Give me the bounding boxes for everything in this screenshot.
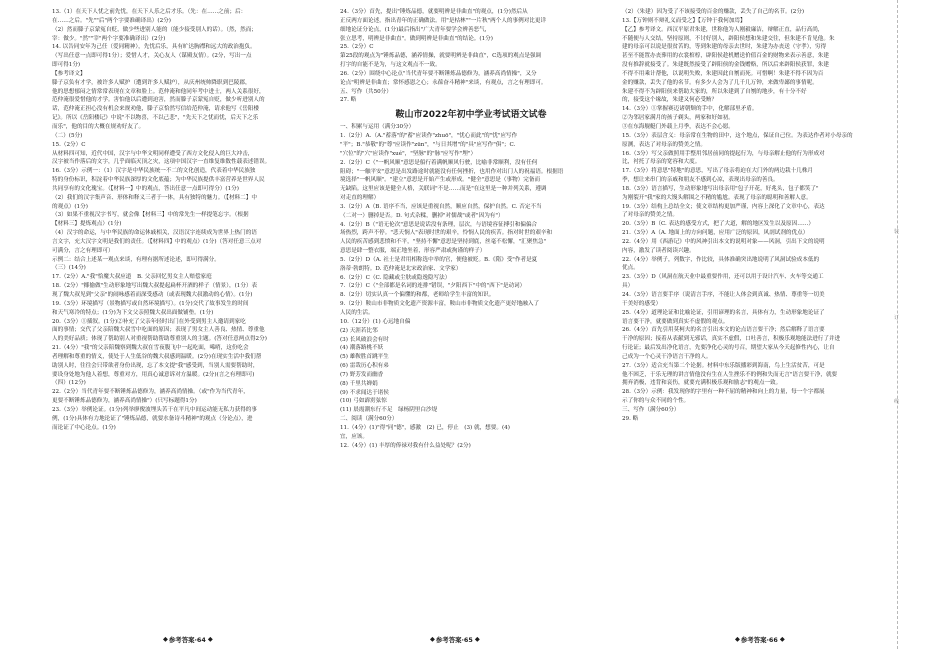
text-line: (5) 雄鞍胜首跳平生 <box>340 354 389 361</box>
text-line: 场热烈，跨声不停。"悲天悯人"表现时世的艰辛，怜悯人民的疾苦。指对时世的艰辛和 <box>340 230 553 237</box>
text-line: 21.（3分）A（A. 地面上的方向问题，应用广泛的原因，风剖试剂的优点） <box>622 230 809 237</box>
text-line: 特的身份标识，积淀着中华民族深厚的文化底蕴；为中华民族提供丰富营养是世界人民 <box>52 177 265 184</box>
text-line: 行论证；最后发出净化语言，先要净化心灵的号召，期望大家从今天起修性内心，让自 <box>622 345 835 352</box>
text-line: (9) 不求闻达于诸侯 <box>340 389 389 396</box>
binding-mark: 订 <box>894 315 900 321</box>
exam-title: 鞍山市2022年初中学业考试语文试卷 <box>395 110 547 121</box>
text-line: 25.（2分）C <box>340 44 374 51</box>
text-line: 20.（3分）B（C. 表达的感受方式，把了大道，解的地区发生以及原因……） <box>622 221 815 228</box>
text-line: 26.（4分）首先引用莫柯夫的名言引出本文的论点语言要干净；然后解释了语言要 <box>622 327 825 334</box>
page-66 <box>622 0 950 649</box>
text-line: 在……之后。"先""后"两个字要准确译出）(2分) <box>52 17 171 24</box>
page-64 <box>0 0 316 649</box>
text-line: 的观点）(1分) <box>52 203 88 210</box>
text-line: 13.【万钟则不辩礼义而受之】【万钟于我何加焉】 <box>622 17 746 24</box>
text-line: 要设身处地为他人着想，尊重对方，用真心诚意诉对方温暖。(2分)(言之有理即可) <box>52 371 255 378</box>
text-line: 不随便与人交结，坚持原则，不讨好别人，辟阳侯想和朱建交往，但朱建不肯见他。朱 <box>622 35 835 42</box>
text-line: 12.（4分）(1) 丰厚的俸禄对我有什么益处呢？(2分) <box>340 442 471 449</box>
text-line: 论点"明辨是非曲直；常怀感恩之心；永葆奋斗精神"来谈，有观点，言之有理即可。 <box>340 79 547 86</box>
text-line: 三、写作（满分60分） <box>622 406 680 413</box>
page-footer-66: ◆ 参考答案·66 ◆ <box>735 635 784 644</box>
text-line: 朱建不得不为辟阳侯来帮助大家的，所以朱建到了自刎的地步，有十分不好 <box>622 88 807 95</box>
text-line: 18.（2分）"揶揄做"生动形象地写出魏大叔提起扁杯开酒的样子（情景），(1分）表 <box>52 283 258 290</box>
text-line: 建的母亲可以说是很贫苦的，等到朱建的母亲去世时，朱建为办丧送（守孝），穷得 <box>622 44 827 51</box>
text-line: 29. 略 <box>622 415 639 422</box>
text-line: 干美好的感受） <box>622 300 662 307</box>
text-line: 8.（2分）切实认真一个偏懂的和都，老师给学生丰富的知识。 <box>340 292 495 299</box>
text-line: 23.（3分）D（风洞在航天业中最重要作用，还可以用于设计汽车、火车等交通工 <box>622 274 824 281</box>
text-line: （三）(14分) <box>52 265 86 272</box>
page-footer-65: ◆ 参考答案·65 ◆ <box>430 635 479 644</box>
text-line: 者理解和尊重的情义，使处于人生低谷的魏大叔感到温暖。(2分)在现实生活中我们帮 <box>52 353 262 360</box>
text-line: (3) 长风破浪会有时 <box>340 336 389 343</box>
text-line: 细地论证分论点，(1分)最后指出"广大青年要学会辨善恶气， <box>340 26 491 33</box>
text-line: 为刚裂开"我"家的大馒头解围之不精的尴尬。表现了母亲的聪明和善解人意。 <box>622 194 812 201</box>
text-line: 6.（2分）C（C. 隐藏或尘肤或隐逸隐写法） <box>340 274 451 281</box>
column-page-64 <box>52 8 307 618</box>
text-line: 24.（3分）语言要手序（说清言手序，不能让人体会到真诚、热情、尊重等一切美 <box>622 292 825 298</box>
binding-mark: 线 <box>894 399 900 405</box>
text-line: 境选择"一帆风顺"。"建立"意思是开始产生或形成。"健全"意思是（事物）完备而 <box>340 177 541 184</box>
text-line: 2.（2分）C（"一帆风顺"意思是船行着满帆顺风行驶，比喻非常顺利，没有任何 <box>340 159 538 166</box>
text-line: 15.（2分）C <box>52 141 86 148</box>
text-line: (11) 晨霞潮东行不足 绿杨阴里白沙堤 <box>340 407 438 414</box>
text-line: （写出任意一点即可得1分）；爱惜人才，关心友人（谋殿友情）。(2分，写出一点 <box>52 53 252 60</box>
text-line: 示例二：结合上述某一观点来谈，有理有据所述论述，即可得满分。 <box>52 256 220 263</box>
column-page-65 <box>340 8 602 618</box>
text-line: 14.（3分）①掌握赛迈诸朝颓的手中，化解部里矛盾。 <box>622 106 758 113</box>
text-line: 13.（1）在天下人忧之前先忧，在天下人乐之后才乐。（先：在……之前；后： <box>52 9 247 15</box>
text-line: 23.（3分）举例论证。(1分)列举廖俊波埋头苦干在平凡中间运动能无私力获得的事 <box>52 406 257 413</box>
text-line: （2）然而滕子京蒙冤自贬，做少些进别人能的（能少接受别人的话）。（然，然而； <box>52 26 257 33</box>
text-line: 正反两方面论述，指出青年的正确做法。用"是枯林""一片秋"两个人的事例对比更详 <box>340 17 547 24</box>
text-line: （二对一）删掉是否。D. 句式杂糅，删掉"对儒战"或者"因为有"） <box>340 212 504 219</box>
text-line: 【参考译文】 <box>52 70 86 77</box>
text-line: 无缺陷。这里应该是健全人格，关联词"不是……而是"在这里是一种并列关系，遵调 <box>340 186 547 193</box>
text-line: 内容，激发了读者阅读兴趣。 <box>622 247 695 254</box>
text-line: 助别人时，往往会只带欲者身份出现，忘了本文提"我"感受到，当别人需要帮助时， <box>52 362 259 369</box>
text-line: (8) 千里共婵娟 <box>340 380 378 387</box>
text-line: 比，衬托了母亲的宽容和大度。 <box>622 159 701 166</box>
text-line: 张立思考，明辨是非曲直"。做到明辨是非曲直"的结论。(1分) <box>340 35 493 42</box>
text-line: 他的思想郁闷之情常常表现在文章和脸上。范仲淹和他同年考中进士，两人关系很好， <box>52 88 265 95</box>
text-line: 己成为一个心灵干净语言干净的人。 <box>622 353 712 360</box>
text-line: 19.（3分）环境描写（景物描写或自然环境描写）。(1分)交代了故事发生的时间 <box>52 300 249 307</box>
text-line: 5.（2分）D（A. 社士是君用相称选中举的官，便他被贬。B.《隋》受"作者是夏 <box>340 256 538 263</box>
text-line: 3.（2分）A（B. 语序不当，应该是重视自然，顺应自然，保护自然。C. 否定不当 <box>340 203 542 210</box>
text-line: 即可得1分) <box>52 62 81 69</box>
text-line: 洛蒂·勃朗特。D. 范仲淹是北宋政治家、文学家） <box>340 265 462 272</box>
text-line: 他不困乏，于乐无理的讲言情他没有生在人生挫乐不的例和失而无言"语言要干净，就要 <box>622 371 838 378</box>
text-line: 14. 以告同安年为己任（爱同精神），先忧后乐，具有旷达胸襟和远大的政治抱负。 <box>52 44 256 51</box>
text-line: "平"；B."恭敬"的"尊"应读作"zūn"，"与日其增"的"具"应写作"俱"；C. <box>340 141 516 148</box>
text-line: 一、积累与运用（满分30分） <box>340 124 415 131</box>
text-line: 滕子京负有才学，被许多人赋护（遭到许多人赋护），从庆州统帅降职到巴陵郡， <box>52 79 251 86</box>
text-line: 17.（2分）A."我"恰魔大叔应道 B. 父亲回忆男女主人赔偿家庭 <box>52 274 212 281</box>
column-page-66 <box>622 8 882 618</box>
text-line: 9.（2分）鞍山市非物质文化遗产资源丰富，鞍山市非物质文化遗产更好地融入了 <box>340 301 540 308</box>
text-line: 21.（4分）"我"的父亲陪魏察到魏大叔在雪夜腹飞中一起吃面，唏哨，这份吃会 <box>52 345 249 352</box>
text-line: 15.（3分）表层含义：母亲常在生物的田中，这个地点，保证自己位。为表达作者对小母亲的 <box>622 132 853 139</box>
text-line: 26.（2分）围绕中心论点"当代青年要不断锤炼品德修为，涵养高尚情操"，又分 <box>340 70 537 77</box>
text-line: 16.（3分）示例一：（1）汉字是中华民族统一不二的文化创造，代表着中华民族独 <box>52 168 256 175</box>
text-line: 对走直的理解） <box>340 195 380 202</box>
text-line: 24.（3分）首先，提出"锤炼品德，就要明辨是非曲直"的观点，(1分)然后从 <box>340 9 528 15</box>
text-line: （4）汉字的命运，与中华民族的命运休戚相关，汉语汉字连续成为世界上热门的语 <box>52 230 257 237</box>
text-line: (7) 野芳发而幽香 <box>340 371 384 378</box>
text-line: 20.（3分）①插叙。(1分)②补充了父亲年轻时出门在外受到男主人邀请到家吃 <box>52 318 246 325</box>
text-line: 11.（4分）(1)"得"同"德"，感激 (2) 已，停止 (3) 就，想要。(4) <box>340 424 510 431</box>
text-line: 季，想让来串门的亲戚和朋友不感到心凉，表现出母亲的善良。 <box>622 177 779 184</box>
text-line: ②为邻居家满月的孩子剃头，两家和好如初。 <box>622 115 734 122</box>
text-line: 10.（12分）(1) 心远地自偏 <box>340 318 411 325</box>
binding-margin-line <box>897 0 899 649</box>
text-line: 宜，应该。 <box>340 433 368 440</box>
page-footer-64: ◆ 参考答案·64 ◆ <box>163 635 212 644</box>
text-line: (4) 潮落路桃不妖 <box>340 345 384 352</box>
text-line: 人民的疾苦感到悲愤和不平，"坚持不懈"意思是坚持到底，丝毫不松懈，"汇聚焦急" <box>340 239 547 246</box>
text-line: 二、阅读（满分60分） <box>340 416 398 423</box>
text-line: 语言要干净，就要做到真实不虚假的观点。 <box>622 318 729 325</box>
text-line: 16.（3分）写父亲做照用手整用邻居前同的提起行为，与母亲解止他的行为形成对 <box>622 150 825 157</box>
text-line: 五、写作（共50分） <box>340 88 392 95</box>
text-line: 25.（4分）道理论证和比喻论证，引用谚理的名言，具体有力，生动形象地论证了 <box>622 309 825 316</box>
text-line: 不得不用乘计帮他，以说明失败，朱建因此自刎而死。可惜啊！朱建不得不因为百 <box>622 70 824 77</box>
text-line: 人民的生活。 <box>340 310 374 316</box>
text-line: 打字的自能不是为，与这文观点不一致。 <box>340 62 441 69</box>
text-line: (2) 天涯若比邻 <box>340 327 378 334</box>
text-line: 例，(1分)具体有力地论证了"锤炼品德，就要水备诗斗精神"的观点（分论点），进 <box>52 415 253 422</box>
text-line: (10) 弓如霹雳弦惊 <box>340 398 387 405</box>
text-line: 可满分，言之有理即可） <box>52 247 114 254</box>
text-line: 共同享有的文化瑰宝。（【材料一】中的观点，答出任意一点即可得分）(1分) <box>52 185 239 192</box>
text-line: 27.（3分）适合充当第二个论据。材料中东乐版播彩到海南，鸟上生活贫苦，可是 <box>622 362 825 369</box>
text-line: 言文字，充大汉字文明是我们的责任。（【材料四】中的观点）(1分)（答对任意三点对 <box>52 238 262 245</box>
text-line: 19.（3分）结构上总结全文；使文章结构更加严谨，内容上深化了文章中心，表达 <box>622 203 825 210</box>
text-line: 范仲淹很爱惜他的才学。害怕他以后遭到迫害，然而滕子京蒙冤自贬，做少听进别人的 <box>52 97 265 104</box>
text-line: 22.（2分）当代青年要不断锤炼品德修为，涵养高尚情操。（或"作为当代青年， <box>52 389 249 396</box>
text-line: 【材料三】提炼观点）(1分) <box>52 221 122 228</box>
text-line: 从材料四可知，近代中国，汉字与中华文明同样遭受了西方文化侵入的巨大冲击， <box>52 150 254 157</box>
text-line: 人的美好品质；体现了帮助别人对重视帮助帮助尊重别人的主题。(答对任意两点得2分) <box>52 336 267 343</box>
text-line: 没有推辞就接受了。朱建既然接受了辟阳侯的金钱赠赂，所以后来辟阳侯获罪，朱建 <box>622 62 829 69</box>
text-line: 27. 略 <box>340 97 357 104</box>
text-line: ③在东海舰艇门外载上月季，表达不会心愿。 <box>622 123 734 130</box>
text-line: 话，范仲淹正担心没有机会来规劝他，滕子京恰然写信给范仲淹，请求他写《岳阳楼 <box>52 106 259 113</box>
text-line: （2）（朱建）因为受了不该接受的百金的赚款，丢失了自己的名节。(2分) <box>622 9 805 15</box>
text-line: 拥弃消极，违背和哀伤，就要充满积极乐观和励志"的观点一致。 <box>622 380 782 387</box>
text-line: 阻碍；"一触平安"意思是出发路途时就能没有任何挫折，也用作对出门人的祝福语。根据语 <box>340 168 564 175</box>
text-line: 22.（4分）举例子，列数字，作比较，具体准确突出地说明了风洞试验成本低的 <box>622 256 820 263</box>
text-line: 7.（2分）C（"全部都是名词的连排"错误，"夕阳西下"中的"西下"是动词） <box>340 283 526 290</box>
text-line: （二）(5分) <box>52 132 83 139</box>
text-line: （2）我们的汉字集声音、形体和释义三者于一体，具有独特的魅力。（【材料二】中 <box>52 194 257 201</box>
text-line: 面的事情；交代了父亲陪魏大叔雪中吃面的原因；表现了男女主人善良、热情、尊重他 <box>52 327 265 334</box>
text-line: 4.（2分）B（"语无伦次"意思是说话没有条理，层次，与语境容征搏引和偏偏合 <box>340 221 538 228</box>
page-label: 参考答案·66 <box>740 635 778 644</box>
binding-mark: 装 <box>894 229 900 235</box>
text-line: 17.（3分）将意思"特地"的意思，写出了母亲将迫在大门外的两边栽十几株月 <box>622 168 814 175</box>
text-line: 22.（4分）用《西游记》中的风神引出本文的说明对象——风洞，引出下文的说明 <box>622 238 825 245</box>
text-line: 28.（3分）示例：我发现你的字里有一种不屈的精神和向上的力量，每一个字都展 <box>622 389 825 396</box>
text-line: 1.（2分）A.（A."蓄落"的"蓄"应读作"zhuō"，"忧心而此"的"忧"应写作 <box>340 133 518 140</box>
text-line: 18.（3分）语言描写，生动形象地写出母亲用"包子开花，好兆头，包子都笑了" <box>622 185 819 192</box>
text-line: "穴位"的"穴"应读作"xué"，"坚脉"的"脉"应写作"埋"） <box>340 150 477 157</box>
text-line: 原测，表达了对母亲的赞美之情。 <box>622 141 706 148</box>
text-line: （四）(12分) <box>52 380 86 387</box>
text-line: 宰：做少。"然""宰"两个字要准确译出）(2分) <box>52 35 166 42</box>
text-line: 而乐"，他的目的大概在规劝好友了。 <box>52 123 145 130</box>
page-label: 参考答案·64 <box>168 635 206 644</box>
text-line: 和天气寒冷的特点；(1分)为下文父亲照魏大叔出面做铺垫。(1分) <box>52 309 214 316</box>
text-line: 更要不断锤炼品德修为，涵养高尚情操"）(只写标题得1分) <box>52 398 197 405</box>
text-line: 而论证了中心论点。(1分) <box>52 424 116 431</box>
text-line: 第25段的观点为"锤炼品德，涵养情操，就要明辨是非曲直"，C选项的观点是强调 <box>340 53 542 60</box>
text-line: 甚至不能置办丧葬用的衣裳棺椁，辟阳侯趁机赠送价值百金的财物来表示善意，朱建 <box>622 53 829 60</box>
page-65 <box>316 0 632 649</box>
text-line: 优点。 <box>622 265 639 272</box>
text-line: 汉字被当作落后的文字，几乎面临灭顶之灾，这项中国汉字一直维复维数性载表述错误。 <box>52 159 271 166</box>
text-line: 记》。所以《岳阳楼记》中说"不以物喜，不以己悲"，"先天下之忧而忧，后天下之乐 <box>52 115 259 122</box>
page-label: 参考答案·65 <box>435 635 473 644</box>
text-line: 现了魏大叔见到"父亲"的闹咏感着而深受感动（或表现魏大叔激动的心情）。(1分) <box>52 292 253 298</box>
text-line: 金的赚款，丢失了他的名节。有多少人会为了几千几万钟，来做卑鄙的事情呢。 <box>622 79 818 86</box>
text-line: 干净的原因；接着从表献到无邪话，真实不虚假，口吐善言，积极乐观地能法进行了并进 <box>622 336 841 343</box>
text-line: 【乙】参考译文。西汉平原君朱建，世称他为人刚毅廉洁，辩解正直，品行高尚， <box>622 26 824 33</box>
text-line: 具） <box>622 283 634 290</box>
text-line: (6) 雷哉历心积有弟 <box>340 363 389 370</box>
text-line: 意思是肆一整衣服，端正地坐着，形容严肃或拘谨的样子） <box>340 248 486 255</box>
text-line: 了对母亲的赞美之情。 <box>622 212 678 219</box>
text-line: 示了你的与众不同的个性。 <box>622 398 690 405</box>
text-line: 的，接受这个缘故，朱建又何必受贿？ <box>622 97 718 104</box>
text-line: （3）如果不重视汉字书写，就会像【材料三】中的常先生一样提笔忘字。（根据 <box>52 212 249 219</box>
